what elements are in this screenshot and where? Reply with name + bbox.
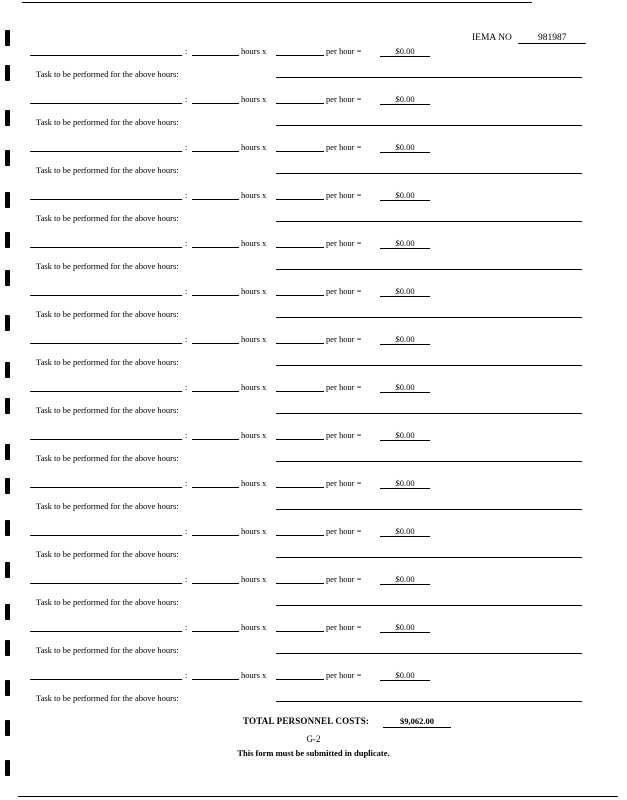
hours-line[interactable] <box>192 583 239 584</box>
colon: : <box>185 430 188 440</box>
personnel-entry <box>0 286 627 334</box>
per-hour-label: per hour = <box>326 430 362 440</box>
name-line[interactable] <box>30 151 182 152</box>
hours-label: hours x <box>241 622 267 632</box>
binder-mark <box>5 444 10 460</box>
page-number: G-2 <box>306 734 321 744</box>
task-line[interactable] <box>276 173 582 174</box>
hours-line[interactable] <box>192 631 239 632</box>
rate-line[interactable] <box>276 103 324 104</box>
hours-label: hours x <box>241 238 267 248</box>
binder-mark <box>5 520 10 536</box>
task-line[interactable] <box>276 221 582 222</box>
hours-line[interactable] <box>192 247 239 248</box>
hours-line[interactable] <box>192 679 239 680</box>
name-line[interactable] <box>30 199 182 200</box>
task-line[interactable] <box>276 77 582 78</box>
binder-mark <box>5 30 10 46</box>
name-line[interactable] <box>30 439 182 440</box>
hours-line[interactable] <box>192 343 239 344</box>
rate-line[interactable] <box>276 247 324 248</box>
amount: $0.00 <box>380 670 430 681</box>
name-line[interactable] <box>30 679 182 680</box>
per-hour-label: per hour = <box>326 622 362 632</box>
binder-mark <box>5 315 10 331</box>
hours-label: hours x <box>241 670 267 680</box>
hours-line[interactable] <box>192 55 239 56</box>
colon: : <box>185 334 188 344</box>
rate-line[interactable] <box>276 487 324 488</box>
rate-line[interactable] <box>276 199 324 200</box>
task-label: Task to be performed for the above hours: <box>36 501 179 511</box>
binder-mark <box>5 150 10 166</box>
colon: : <box>185 238 188 248</box>
total-label: TOTAL PERSONNEL COSTS: <box>243 716 370 726</box>
task-line[interactable] <box>276 317 582 318</box>
personnel-entry <box>0 190 627 238</box>
hours-label: hours x <box>241 142 267 152</box>
task-label: Task to be performed for the above hours: <box>36 261 179 271</box>
personnel-entry <box>0 238 627 286</box>
task-label: Task to be performed for the above hours: <box>36 213 179 223</box>
rate-line[interactable] <box>276 55 324 56</box>
bottom-rule <box>18 796 618 797</box>
name-line[interactable] <box>30 343 182 344</box>
personnel-entry <box>0 622 627 670</box>
hours-line[interactable] <box>192 151 239 152</box>
colon: : <box>185 286 188 296</box>
colon: : <box>185 478 188 488</box>
task-label: Task to be performed for the above hours: <box>36 693 179 703</box>
task-line[interactable] <box>276 413 582 414</box>
binder-mark <box>5 192 10 208</box>
colon: : <box>185 46 188 56</box>
iema-number: 981987 <box>518 33 586 44</box>
task-line[interactable] <box>276 269 582 270</box>
task-line[interactable] <box>276 653 582 654</box>
name-line[interactable] <box>30 535 182 536</box>
total-value: $9,062.00 <box>383 716 451 728</box>
amount: $0.00 <box>380 622 430 633</box>
name-line[interactable] <box>30 103 182 104</box>
hours-label: hours x <box>241 478 267 488</box>
amount: $0.00 <box>380 574 430 585</box>
hours-label: hours x <box>241 334 267 344</box>
task-line[interactable] <box>276 365 582 366</box>
per-hour-label: per hour = <box>326 574 362 584</box>
binder-mark <box>5 398 10 414</box>
amount: $0.00 <box>380 286 430 297</box>
hours-label: hours x <box>241 430 267 440</box>
task-line[interactable] <box>276 125 582 126</box>
iema-number-field <box>472 33 586 44</box>
amount: $0.00 <box>380 382 430 393</box>
personnel-entry <box>0 382 627 430</box>
binder-mark <box>5 562 10 578</box>
binder-mark <box>5 65 10 81</box>
colon: : <box>185 574 188 584</box>
per-hour-label: per hour = <box>326 94 362 104</box>
binder-mark <box>5 680 10 696</box>
task-line[interactable] <box>276 461 582 462</box>
rate-line[interactable] <box>276 295 324 296</box>
binder-mark <box>5 270 10 286</box>
personnel-entry <box>0 46 627 94</box>
name-line[interactable] <box>30 487 182 488</box>
binder-mark <box>5 720 10 736</box>
hours-label: hours x <box>241 286 267 296</box>
personnel-entry <box>0 334 627 382</box>
name-line[interactable] <box>30 631 182 632</box>
hours-label: hours x <box>241 574 267 584</box>
rate-line[interactable] <box>276 439 324 440</box>
hours-line[interactable] <box>192 103 239 104</box>
hours-label: hours x <box>241 46 267 56</box>
amount: $0.00 <box>380 46 430 57</box>
binder-mark <box>5 110 10 126</box>
per-hour-label: per hour = <box>326 190 362 200</box>
name-line[interactable] <box>30 247 182 248</box>
colon: : <box>185 622 188 632</box>
rate-line[interactable] <box>276 583 324 584</box>
hours-label: hours x <box>241 382 267 392</box>
amount: $0.00 <box>380 526 430 537</box>
task-line[interactable] <box>276 557 582 558</box>
amount: $0.00 <box>380 478 430 489</box>
task-label: Task to be performed for the above hours: <box>36 309 179 319</box>
per-hour-label: per hour = <box>326 382 362 392</box>
binder-mark <box>5 362 10 378</box>
per-hour-label: per hour = <box>326 46 362 56</box>
rate-line[interactable] <box>276 151 324 152</box>
colon: : <box>185 94 188 104</box>
personnel-entry <box>0 574 627 622</box>
task-label: Task to be performed for the above hours: <box>36 453 179 463</box>
name-line[interactable] <box>30 391 182 392</box>
task-label: Task to be performed for the above hours: <box>36 597 179 607</box>
task-line[interactable] <box>276 605 582 606</box>
task-label: Task to be performed for the above hours: <box>36 405 179 415</box>
binder-mark <box>5 760 10 776</box>
personnel-entry <box>0 526 627 574</box>
hours-line[interactable] <box>192 535 239 536</box>
hours-label: hours x <box>241 526 267 536</box>
per-hour-label: per hour = <box>326 670 362 680</box>
top-rule <box>22 2 532 3</box>
task-label: Task to be performed for the above hours: <box>36 69 179 79</box>
amount: $0.00 <box>380 238 430 249</box>
colon: : <box>185 670 188 680</box>
task-label: Task to be performed for the above hours: <box>36 549 179 559</box>
per-hour-label: per hour = <box>326 334 362 344</box>
hours-line[interactable] <box>192 439 239 440</box>
personnel-entry <box>0 142 627 190</box>
binder-mark <box>5 640 10 656</box>
rate-line[interactable] <box>276 535 324 536</box>
task-label: Task to be performed for the above hours: <box>36 117 179 127</box>
colon: : <box>185 190 188 200</box>
amount: $0.00 <box>380 142 430 153</box>
hours-line[interactable] <box>192 487 239 488</box>
binder-mark <box>5 232 10 248</box>
amount: $0.00 <box>380 334 430 345</box>
amount: $0.00 <box>380 190 430 201</box>
rate-line[interactable] <box>276 343 324 344</box>
colon: : <box>185 526 188 536</box>
name-line[interactable] <box>30 295 182 296</box>
colon: : <box>185 142 188 152</box>
task-label: Task to be performed for the above hours: <box>36 357 179 367</box>
personnel-entry <box>0 94 627 142</box>
name-line[interactable] <box>30 55 182 56</box>
personnel-entry <box>0 430 627 478</box>
per-hour-label: per hour = <box>326 478 362 488</box>
personnel-entry <box>0 670 627 718</box>
hours-label: hours x <box>241 190 267 200</box>
hours-label: hours x <box>241 94 267 104</box>
rate-line[interactable] <box>276 391 324 392</box>
name-line[interactable] <box>30 583 182 584</box>
binder-mark <box>5 604 10 620</box>
task-line[interactable] <box>276 509 582 510</box>
task-label: Task to be performed for the above hours: <box>36 165 179 175</box>
task-line[interactable] <box>276 701 582 702</box>
colon: : <box>185 382 188 392</box>
rate-line[interactable] <box>276 631 324 632</box>
per-hour-label: per hour = <box>326 238 362 248</box>
task-label: Task to be performed for the above hours: <box>36 645 179 655</box>
duplicate-note: This form must be submitted in duplicate. <box>237 748 390 758</box>
per-hour-label: per hour = <box>326 142 362 152</box>
hours-line[interactable] <box>192 295 239 296</box>
per-hour-label: per hour = <box>326 526 362 536</box>
iema-label: IEMA NO <box>472 33 512 43</box>
rate-line[interactable] <box>276 679 324 680</box>
hours-line[interactable] <box>192 391 239 392</box>
binder-mark <box>5 478 10 494</box>
per-hour-label: per hour = <box>326 286 362 296</box>
amount: $0.00 <box>380 94 430 105</box>
personnel-entry <box>0 478 627 526</box>
amount: $0.00 <box>380 430 430 441</box>
hours-line[interactable] <box>192 199 239 200</box>
